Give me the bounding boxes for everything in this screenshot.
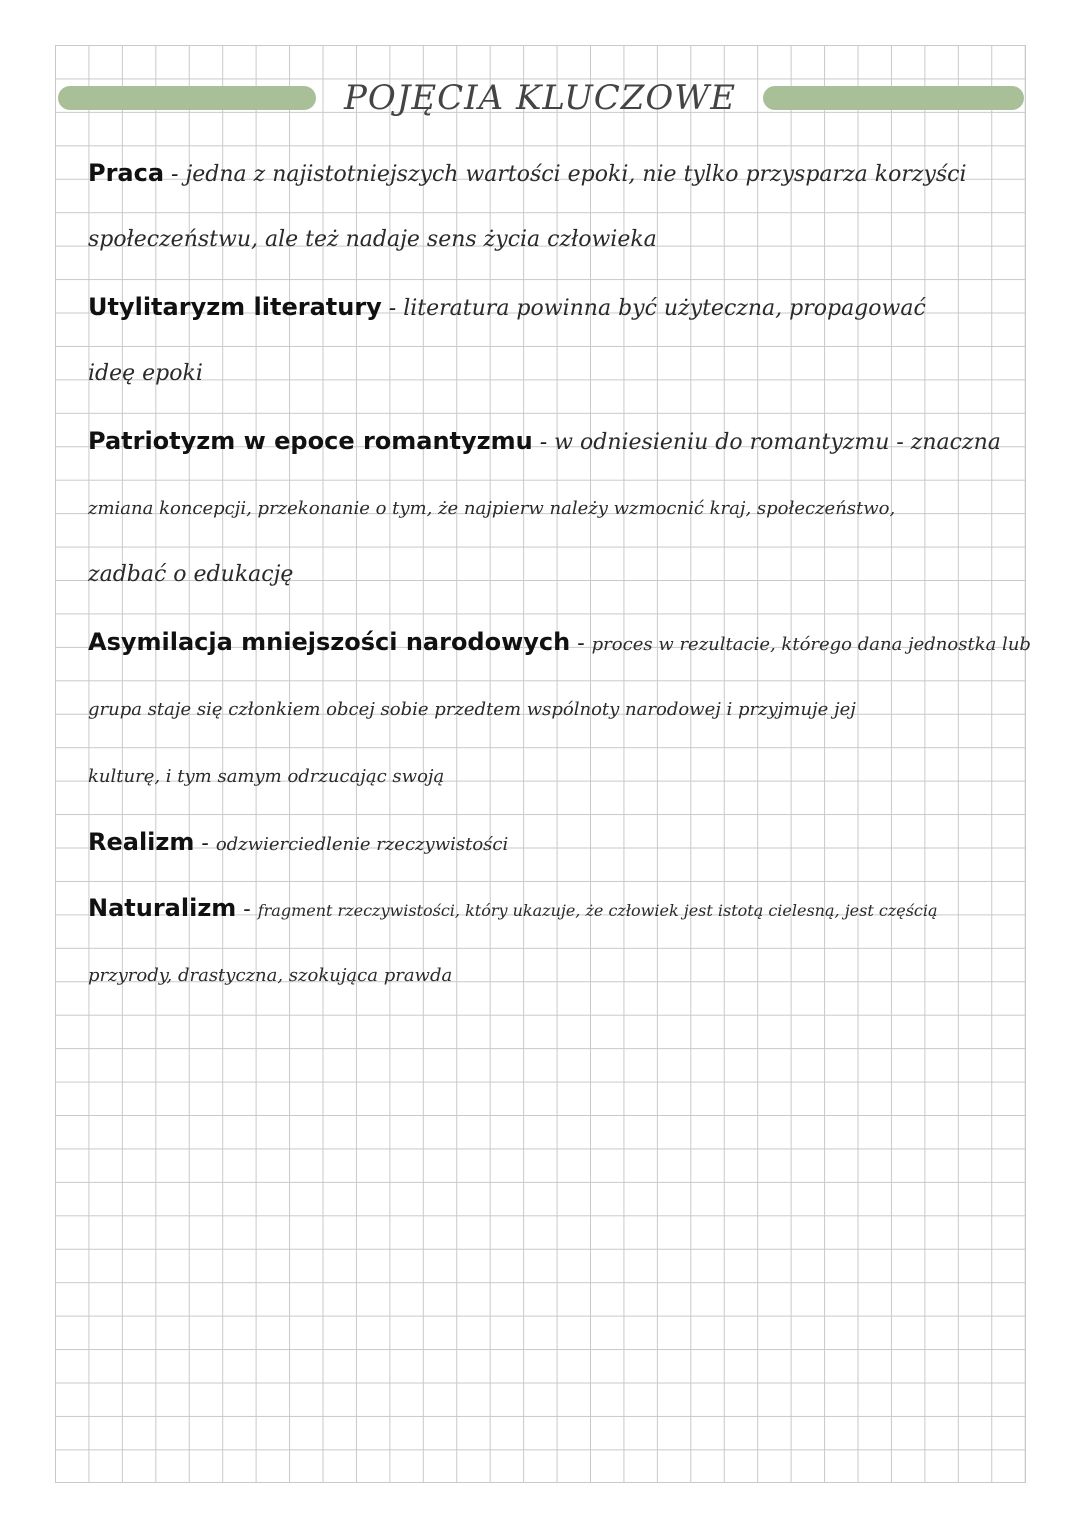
title-bar-left — [58, 86, 316, 110]
term-realizm: Realizm — [88, 828, 195, 856]
definition-continuation — [88, 349, 1018, 416]
entry-praca — [88, 148, 1018, 215]
definition-continuation — [88, 684, 1018, 751]
page-title: POJĘCIA KLUCZOWE — [343, 78, 737, 118]
definition-line: proces w rezultacie, którego dana jednostka lub — [591, 634, 1031, 655]
definition-continuation — [88, 950, 1018, 1017]
separator: - — [164, 162, 186, 187]
title-row — [58, 78, 1024, 118]
definition-line: grupa staje się członkiem obcej sobie przedtem wspólnoty narodowej i przyjmuje jej — [88, 699, 856, 720]
definition-line: kulturę, i tym samym odrzucając swoją — [88, 766, 445, 787]
separator: - — [532, 430, 555, 455]
entry-patriotyzm — [88, 416, 1018, 483]
entry-realizm — [88, 817, 1018, 883]
definition-line: literatura powinna być użyteczna, propagować — [403, 296, 926, 321]
term-patriotyzm: Patriotyzm w epoce romantyzmu — [88, 427, 533, 455]
definition-line: w odniesieniu do romantyzmu - znaczna — [554, 430, 1001, 455]
title-bar-right — [763, 86, 1024, 110]
term-praca: Praca — [88, 159, 165, 187]
term-asymilacja: Asymilacja mniejszości narodowych — [88, 628, 571, 656]
definition-line: przyrody, drastyczna, szokująca prawda — [88, 965, 453, 986]
entry-asymilacja — [88, 617, 1031, 684]
entry-utylitaryzm — [88, 282, 1018, 349]
definition-continuation — [88, 483, 1018, 550]
separator: - — [236, 897, 258, 922]
notes — [88, 148, 1031, 1017]
definition-line: odzwierciedlenie rzeczywistości — [215, 834, 509, 855]
separator: - — [570, 631, 592, 656]
definition-continuation — [88, 550, 1018, 617]
definition-continuation — [88, 751, 1018, 817]
definition-line: zadbać o edukację — [88, 562, 294, 587]
definition-line: społeczeństwu, ale też nadaje sens życia człowieka — [88, 227, 657, 252]
definition-line: zmiana koncepcji, przekonanie o tym, że najpierw należy wzmocnić kraj, społeczeństwo, — [88, 498, 896, 519]
definition-line: ideę epoki — [88, 361, 203, 386]
separator: - — [381, 296, 404, 321]
term-utylitaryzm: Utylitaryzm literatury — [88, 293, 382, 321]
separator: - — [194, 831, 216, 856]
term-naturalizm: Naturalizm — [88, 894, 237, 922]
entry-naturalizm — [88, 883, 1018, 950]
definition-continuation — [88, 215, 1018, 282]
definition-line: fragment rzeczywistości, który ukazuje, że człowiek jest istotą cielesną, jest częścią — [257, 901, 938, 920]
definition-line: jedna z najistotniejszych wartości epoki, nie tylko przysparza korzyści — [185, 162, 967, 187]
